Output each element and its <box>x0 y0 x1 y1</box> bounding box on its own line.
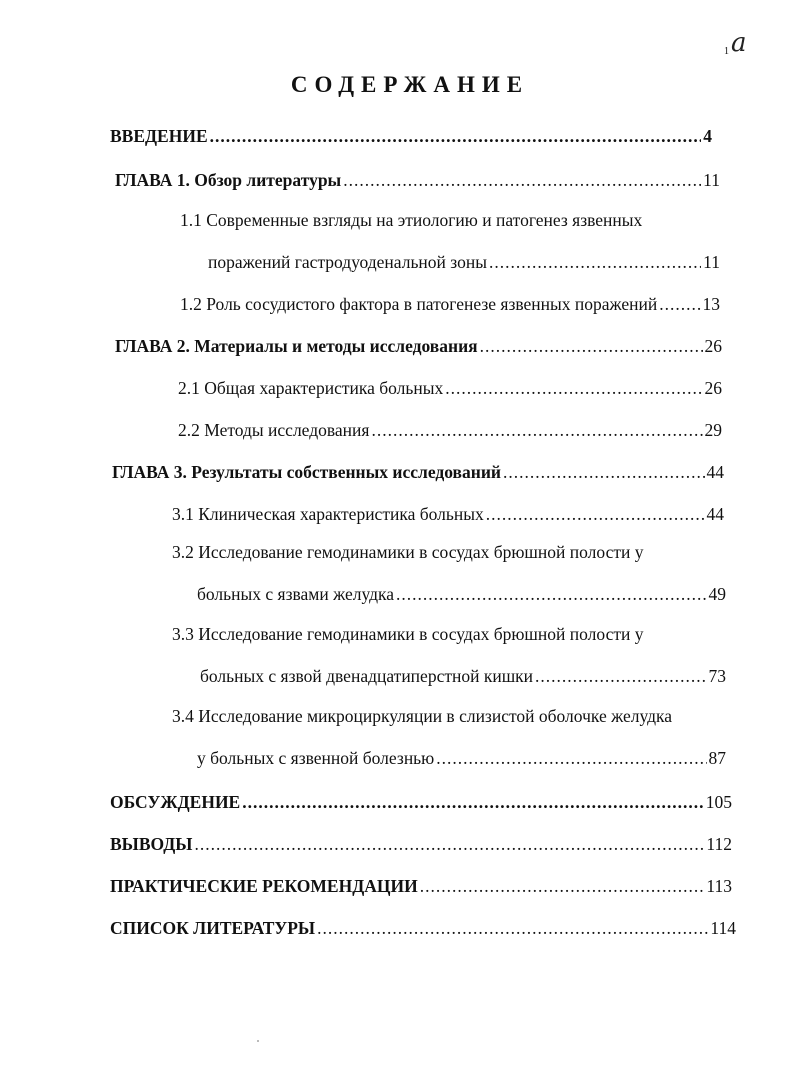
toc-page: 11 <box>703 252 720 272</box>
leader-dots <box>489 252 701 272</box>
toc-entry-1-2[interactable] <box>180 290 720 314</box>
toc-label: ГЛАВА 1. Обзор литературы <box>115 170 342 190</box>
toc-page: 44 <box>706 462 724 482</box>
toc-page: 29 <box>704 420 722 440</box>
toc-page: 26 <box>704 336 722 356</box>
toc-entry-chapter-1[interactable] <box>115 166 720 190</box>
page-number: 1 <box>724 46 729 57</box>
toc-page: 13 <box>702 294 720 314</box>
toc-entry-3-3-line1[interactable]: 3.3 Исследование гемодинамики в сосудах брюшной полости у <box>172 624 644 644</box>
toc-page: 4 <box>703 126 712 146</box>
handwritten-mark: a <box>731 28 747 58</box>
toc-entry-2-1[interactable] <box>178 374 722 398</box>
toc-page: 44 <box>706 504 724 524</box>
leader-dots <box>535 666 706 686</box>
leader-dots <box>242 792 704 812</box>
toc-entry-conclusions[interactable] <box>110 830 732 854</box>
leader-dots <box>210 126 702 146</box>
leader-dots <box>436 748 706 768</box>
toc-label: СПИСОК ЛИТЕРАТУРЫ <box>110 918 316 938</box>
toc-label: ВВЕДЕНИЕ <box>110 126 208 146</box>
leader-dots <box>486 504 705 524</box>
toc-entry-chapter-3[interactable] <box>112 458 724 482</box>
toc-page: 73 <box>708 666 726 686</box>
toc-entry-references[interactable] <box>110 914 736 938</box>
toc-label: 2.1 Общая характеристика больных <box>178 378 444 398</box>
toc-entry-chapter-2[interactable] <box>115 332 722 356</box>
leader-dots <box>445 378 702 398</box>
toc-entry-1-1[interactable] <box>208 248 720 272</box>
toc-entry-3-4[interactable] <box>197 744 726 768</box>
leader-dots <box>420 876 705 896</box>
toc-entry-3-2[interactable] <box>197 580 726 604</box>
toc-entry-intro[interactable] <box>110 122 712 146</box>
leader-dots <box>343 170 701 190</box>
toc-page: 26 <box>704 378 722 398</box>
leader-dots <box>195 834 705 854</box>
toc-label: ГЛАВА 2. Материалы и методы исследования <box>115 336 478 356</box>
leader-dots <box>503 462 705 482</box>
toc-label: у больных с язвенной болезнью <box>197 748 435 768</box>
toc-page: 113 <box>706 876 732 896</box>
toc-page: 114 <box>710 918 736 938</box>
toc-page: 11 <box>703 170 720 190</box>
toc-entry-1-1-line1[interactable]: 1.1 Современные взгляды на этиологию и патогенез язвенных <box>180 210 643 230</box>
toc-entry-3-4-line1[interactable]: 3.4 Исследование микроциркуляции в слизистой оболочке желудка <box>172 706 673 726</box>
toc-label: больных с язвами желудка <box>197 584 395 604</box>
leader-dots <box>659 294 700 314</box>
toc-label: 2.2 Методы исследования <box>178 420 370 440</box>
toc-entry-2-2[interactable] <box>178 416 722 440</box>
toc-entry-recommendations[interactable] <box>110 872 732 896</box>
leader-dots <box>317 918 708 938</box>
toc-entry-3-1[interactable] <box>172 500 724 524</box>
toc-page: 87 <box>708 748 726 768</box>
leader-dots <box>371 420 702 440</box>
toc-entry-discussion[interactable] <box>110 788 732 812</box>
page-title: СОДЕРЖАНИЕ <box>290 72 530 97</box>
toc-page: 112 <box>706 834 732 854</box>
toc-label: 1.2 Роль сосудистого фактора в патогенезе язвенных поражений <box>180 294 658 314</box>
toc-label: поражений гастродуоденальной зоны <box>208 252 487 272</box>
toc-label: ПРАКТИЧЕСКИЕ РЕКОМЕНДАЦИИ <box>110 876 418 896</box>
leader-dots <box>396 584 706 604</box>
toc-label: больных с язвой двенадцатиперстной кишки <box>200 666 534 686</box>
toc-entry-3-3[interactable] <box>200 662 726 686</box>
scan-speck <box>257 1040 259 1042</box>
leader-dots <box>480 336 703 356</box>
toc-label: ВЫВОДЫ <box>110 834 193 854</box>
toc-entry-3-2-line1[interactable]: 3.2 Исследование гемодинамики в сосудах брюшной полости у <box>172 542 644 562</box>
toc-label: 3.1 Клиническая характеристика больных <box>172 504 484 524</box>
toc-page: 105 <box>705 792 732 812</box>
toc-page: 49 <box>708 584 726 604</box>
toc-label: ГЛАВА 3. Результаты собственных исследований <box>112 462 501 482</box>
toc-label: ОБСУЖДЕНИЕ <box>110 792 241 812</box>
